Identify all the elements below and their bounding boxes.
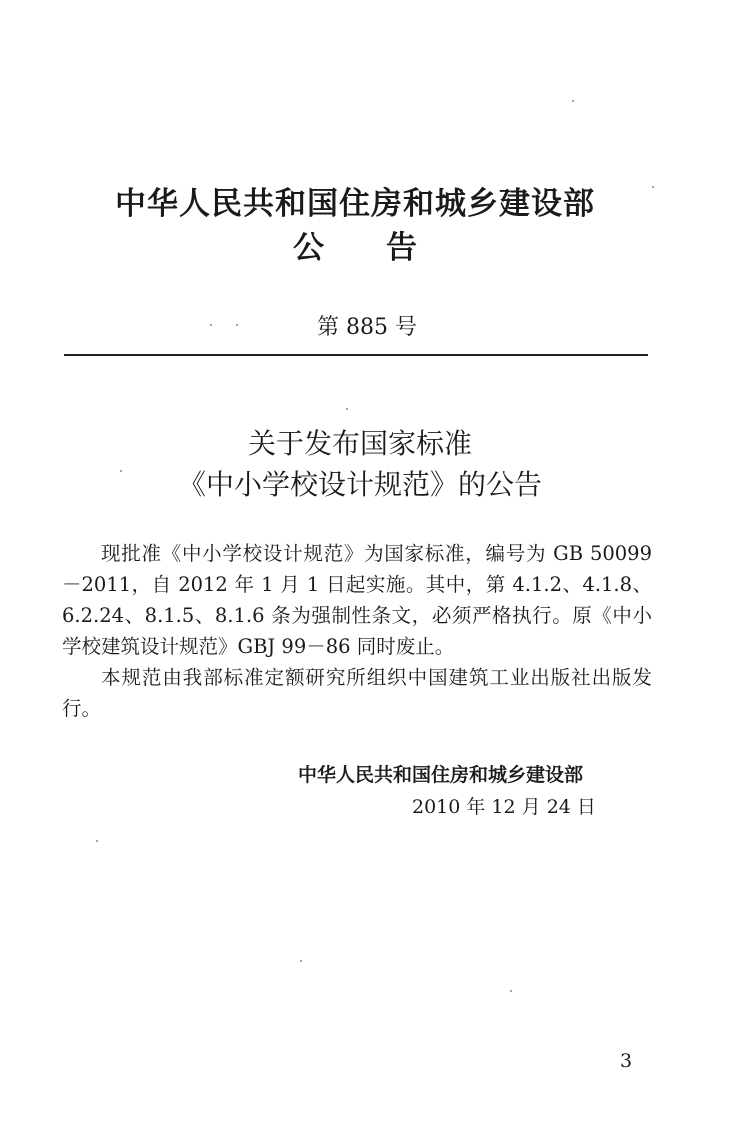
scan-speck — [236, 324, 238, 326]
scan-speck — [510, 990, 512, 992]
body-paragraph-approval: 现批准《中小学校设计规范》为国家标准，编号为 GB 50099－2011，自 2012 年 1 月 1 日起实施。其中，第 4.1.2、4.1.8、6.2.24、8.1.5、8.1.6 条为强制性条文，必须严格执行。原《中小学校建筑设计规范》GBJ 99－86 同时废止。 — [62, 542, 653, 658]
header-divider — [64, 354, 648, 356]
announcement-title: 公告 — [293, 230, 479, 266]
body-paragraph-publishing: 本规范由我部标准定额研究所组织中国建筑工业出版社出版发行。 — [62, 666, 652, 720]
notice-title-line-1: 关于发布国家标准 — [247, 427, 472, 460]
notice-body — [62, 538, 652, 724]
signature-organization: 中华人民共和国住房和城乡建设部 — [298, 764, 584, 786]
scan-speck — [300, 960, 302, 962]
issuing-organization-heading: 中华人民共和国住房和城乡建设部 — [115, 186, 595, 222]
scan-speck — [652, 186, 654, 188]
scan-speck — [572, 100, 574, 102]
notice-title-line-2: 《中小学校设计规范》的公告 — [177, 468, 542, 501]
scan-speck — [346, 408, 348, 410]
signature-date: 2010 年 12 月 24 日 — [412, 796, 596, 818]
scan-speck — [210, 324, 212, 326]
scan-speck — [96, 840, 98, 842]
announcement-number: 第 885 号 — [317, 315, 417, 340]
page-number: 3 — [620, 1050, 633, 1072]
scan-speck — [120, 470, 122, 472]
